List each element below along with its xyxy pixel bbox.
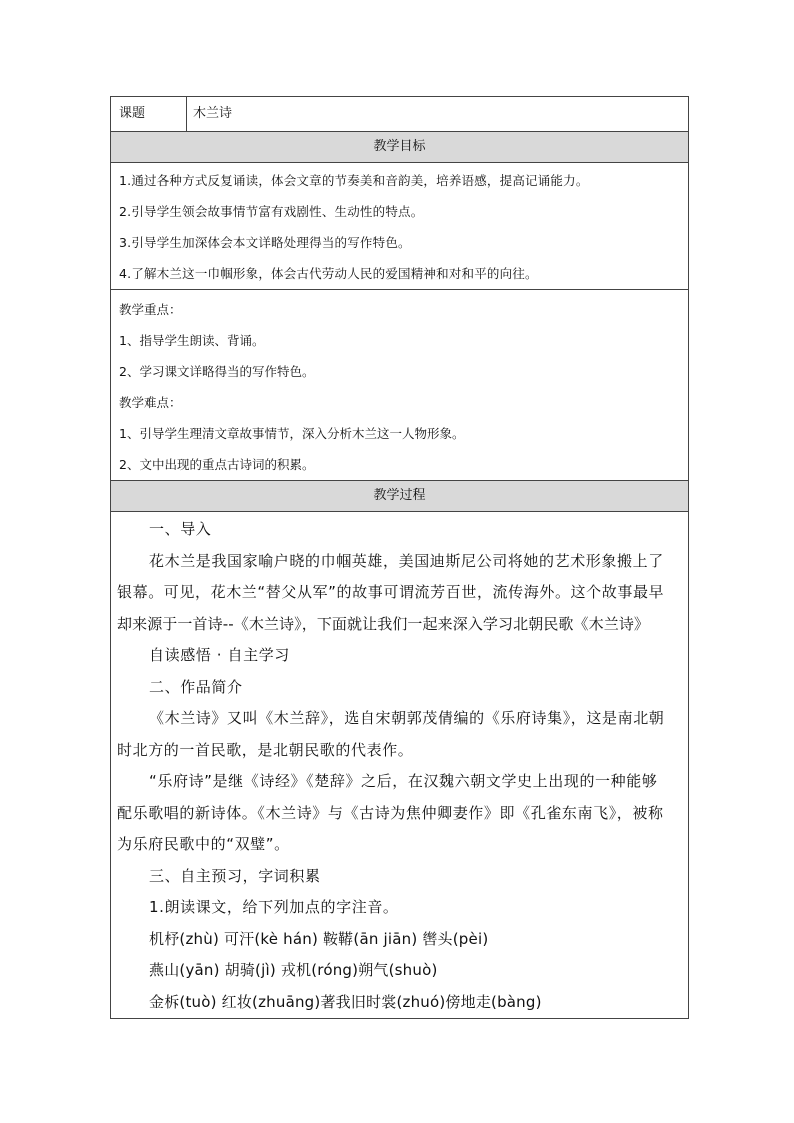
- goal-item: 4.了解木兰这一巾帼形象，体会古代劳动人民的爱国精神和对和平的向往。: [119, 266, 538, 281]
- section-title-preview: 三、自主预习，字词积累: [149, 866, 321, 885]
- topic-title: 木兰诗: [187, 97, 689, 132]
- goal-item: 1.通过各种方式反复诵读，体会文章的节奏美和音韵美，培养语感，提高记诵能力。: [119, 173, 589, 188]
- goals-row: [111, 163, 689, 290]
- self-study-heading: 自读感悟 · 自主学习: [149, 646, 290, 664]
- pinyin-line: 机杼(zhù) 可汗(kè hán) 鞍鞯(ān jiān) 辔头(pèi): [149, 929, 489, 948]
- section-title-intro: 一、导入: [149, 520, 212, 538]
- process-body: [111, 512, 689, 1019]
- yuefu-paragraph-line: 为乐府民歌中的“双璧”。: [117, 835, 290, 853]
- process-heading-row: [111, 481, 689, 512]
- focus-item: 1、指导学生朗读、背诵。: [119, 333, 265, 348]
- task-instruction: 1.朗读课文，给下列加点的字注音。: [149, 898, 399, 916]
- goals-heading: 教学目标: [111, 132, 689, 163]
- difficulty-item: 1、引导学生理清文章故事情节，深入分析木兰这一人物形象。: [119, 426, 465, 441]
- works-paragraph-line: 《木兰诗》又叫《木兰辞》，选自宋朝郭茂倩编的《乐府诗集》，这是南北朝: [149, 709, 665, 727]
- goals-heading-row: [111, 132, 689, 163]
- yuefu-paragraph-line: 配乐歌唱的新诗体。《木兰诗》与《古诗为焦仲卿妻作》即《孔雀东南飞》，被称: [117, 803, 664, 822]
- pinyin-line: 金柝(tuò) 红妆(zhuāng)著我旧时裳(zhuó)傍地走(bàng): [149, 992, 542, 1011]
- focus-item: 2、学习课文详略得当的写作特色。: [119, 364, 315, 379]
- section-title-works: 二、作品简介: [149, 677, 243, 696]
- intro-paragraph-line: 却来源于一首诗--《木兰诗》，下面就让我们一起来深入学习北朝民歌《木兰诗》: [117, 614, 650, 633]
- intro-paragraph-line: 银幕。可见，花木兰“替父从军”的故事可谓流芳百世，流传海外。这个故事最早: [117, 583, 665, 601]
- yuefu-paragraph-line: “乐府诗”是继《诗经》《楚辞》之后，在汉魏六朝文学史上出现的一种能够: [149, 772, 658, 790]
- goals-list: [111, 163, 689, 290]
- goal-item: 3.引导学生加深体会本文详略处理得当的写作特色。: [119, 235, 411, 250]
- lesson-plan-table: [110, 96, 689, 1019]
- focus-label: 教学重点：: [119, 302, 182, 317]
- process-row: [111, 512, 689, 1019]
- intro-paragraph-line: 花木兰是我国家喻户晓的巾帼英雄，美国迪斯尼公司将她的艺术形象搬上了: [149, 551, 664, 570]
- pinyin-line: 燕山(yān) 胡骑(jì) 戎机(róng)朔气(shuò): [149, 961, 438, 979]
- works-paragraph-line: 时北方的一首民歌，是北朝民歌的代表作。: [117, 740, 414, 759]
- goal-item: 2.引导学生领会故事情节富有戏剧性、生动性的特点。: [119, 204, 424, 219]
- topic-label: 课题: [111, 97, 187, 132]
- difficulty-label: 教学难点：: [119, 395, 182, 410]
- key-points-section: [111, 290, 689, 481]
- keys-row: [111, 290, 689, 481]
- process-heading: 教学过程: [111, 481, 689, 512]
- lesson-plan-page: [110, 96, 688, 1019]
- topic-row: [111, 97, 689, 132]
- difficulty-item: 2、文中出现的重点古诗词的积累。: [119, 457, 315, 472]
